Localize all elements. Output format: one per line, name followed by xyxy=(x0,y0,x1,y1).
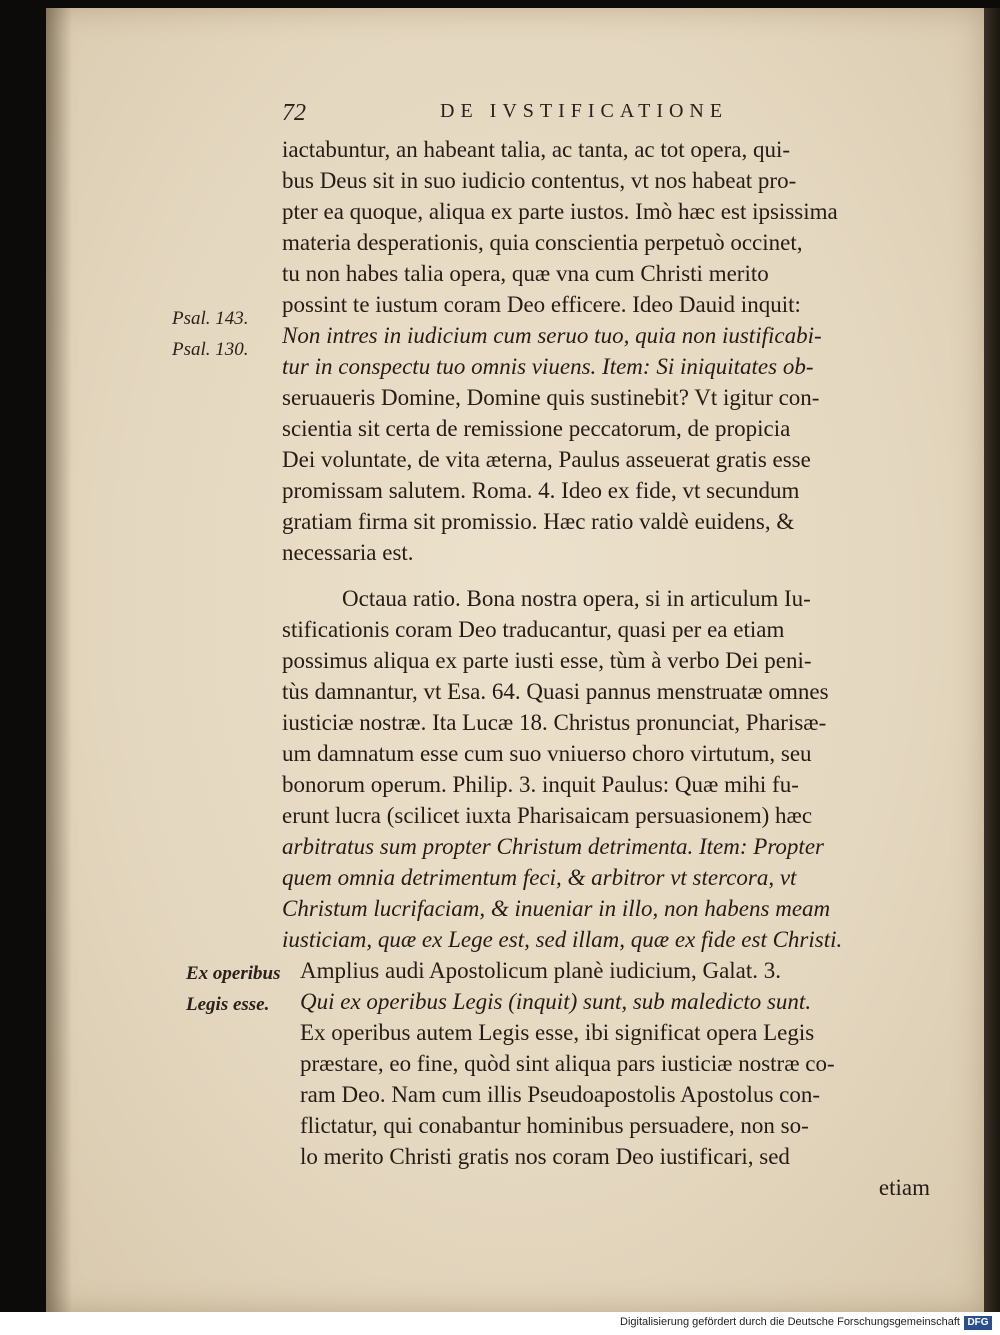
text-line: erunt lucra (scilicet iuxta Pharisaicam persuasionem) hæc xyxy=(282,803,813,828)
text-line: Qui ex operibus Legis (inquit) sunt, sub maledicto sunt. xyxy=(300,989,812,1014)
text-line: quem omnia detrimentum feci, & arbitror vt stercora, vt xyxy=(282,865,797,890)
text-line: Non intres in iudicium cum seruo tuo, quia non iustificabi- xyxy=(282,323,822,348)
catchword: etiam xyxy=(878,1175,930,1200)
page-number: 72 xyxy=(282,100,306,126)
text-line: scientia sit certa de remissione peccatorum, de propicia xyxy=(282,416,791,441)
margin-note-psalm-130: Psal. 130. xyxy=(172,339,249,360)
running-title: DE IVSTIFICATIONE xyxy=(440,100,729,122)
text-line: possint te iustum coram Deo efficere. Ideo Dauid inquit: xyxy=(282,292,801,317)
text-line: bus Deus sit in suo iudicio contentus, vt nos habeat pro- xyxy=(282,168,797,193)
funding-credit: Digitalisierung gefördert durch die Deutsche Forschungsgemeinschaft xyxy=(620,1316,960,1328)
text-line: arbitratus sum propter Christum detrimenta. Item: Propter xyxy=(282,834,824,859)
page-edge xyxy=(984,8,1000,1312)
text-line: gratiam firma sit promissio. Hæc ratio valdè euidens, & xyxy=(282,509,795,534)
text-line: tùs damnantur, vt Esa. 64. Quasi pannus menstruatæ omnes xyxy=(282,679,829,704)
text-line: um damnatum esse cum suo vniuerso choro virtutum, seu xyxy=(282,741,812,766)
text-line: Christum lucrifaciam, & inueniar in illo, non habens meam xyxy=(282,896,831,921)
text-line: ram Deo. Nam cum illis Pseudoapostolis Apostolus con- xyxy=(300,1082,821,1107)
margin-note-legis-esse: Legis esse. xyxy=(186,994,270,1015)
text-line: stificationis coram Deo traducantur, quasi per ea etiam xyxy=(282,617,785,642)
text-line: possimus aliqua ex parte iusti esse, tùm à verbo Dei peni- xyxy=(282,648,812,673)
text-line: tu non habes talia opera, quæ vna cum Christi merito xyxy=(282,261,769,286)
margin-note-psalm-143: Psal. 143. xyxy=(172,308,249,329)
margin-note-ex-operibus: Ex operibus xyxy=(186,963,281,984)
spine-shadow xyxy=(46,8,72,1312)
text-line: iactabuntur, an habeant talia, ac tanta, ac tot opera, qui- xyxy=(282,137,791,162)
text-line: Octaua ratio. Bona nostra opera, si in articulum Iu- xyxy=(342,586,811,611)
text-line: flictatur, qui conabantur hominibus persuadere, non so- xyxy=(300,1113,809,1138)
text-line: promissam salutem. Roma. 4. Ideo ex fide, vt secundum xyxy=(282,478,800,503)
dfg-logo: DFG xyxy=(964,1316,992,1330)
text-line: necessaria est. xyxy=(282,540,414,565)
text-line: pter ea quoque, aliqua ex parte iustos. Imò hæc est ipsissima xyxy=(282,199,838,224)
text-line: præstare, eo fine, quòd sint aliqua pars iusticiæ nostræ co- xyxy=(300,1051,835,1076)
text-line: iusticiam, quæ ex Lege est, sed illam, quæ ex fide est Christi. xyxy=(282,927,843,952)
text-line: Ex operibus autem Legis esse, ibi significat opera Legis xyxy=(300,1020,815,1045)
text-line: materia desperationis, quia conscientia perpetuò occinet, xyxy=(282,230,803,255)
text-line: Amplius audi Apostolicum planè iudicium, Galat. 3. xyxy=(300,958,782,983)
text-line: bonorum operum. Philip. 3. inquit Paulus: Quæ mihi fu- xyxy=(282,772,799,797)
text-line: Dei voluntate, de vita æterna, Paulus asseuerat gratis esse xyxy=(282,447,811,472)
text-line: seruaueris Domine, Domine quis sustinebit? Vt igitur con- xyxy=(282,385,820,410)
text-line: tur in conspectu tuo omnis viuens. Item: Si iniquitates ob- xyxy=(282,354,814,379)
text-line: lo merito Christi gratis nos coram Deo iustificari, sed xyxy=(300,1144,790,1169)
footer-bar xyxy=(0,1312,1000,1335)
text-line: iusticiæ nostræ. Ita Lucæ 18. Christus pronunciat, Pharisæ- xyxy=(282,710,827,735)
